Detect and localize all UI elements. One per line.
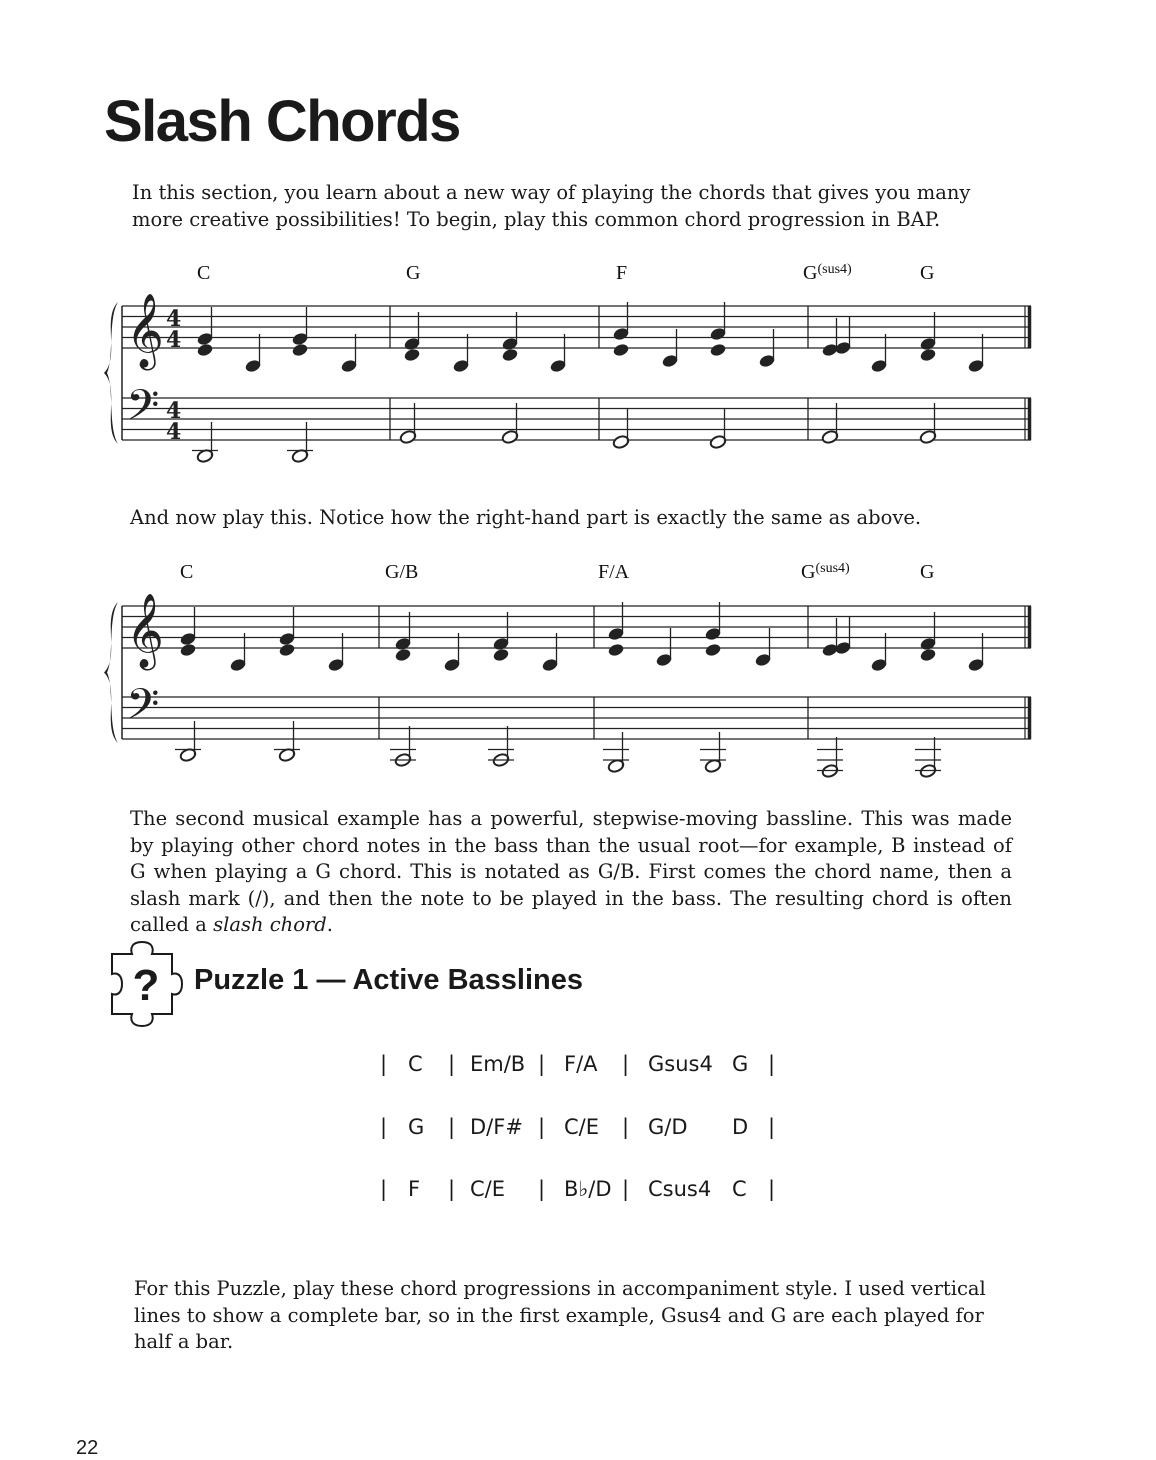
brace: [104, 302, 118, 444]
quarter-note: [291, 342, 309, 357]
bar-line: |: [448, 1115, 456, 1139]
bass-clef: 𝄢: [126, 680, 160, 740]
page-number: 22: [76, 1437, 99, 1459]
chord-symbol: G: [920, 561, 935, 583]
grand-staff-example-2: [104, 594, 1031, 779]
quarter-note: [196, 342, 214, 357]
bar-line: |: [380, 1177, 388, 1201]
explanation-paragraph: [130, 806, 1012, 939]
chord-symbol: C: [180, 561, 194, 583]
chord-root: G: [803, 262, 818, 284]
time-signature-bottom: 4: [166, 419, 182, 445]
bar-line: |: [448, 1177, 456, 1201]
quarter-note: [403, 347, 421, 362]
quarter-note: [607, 642, 625, 657]
bar-line: |: [768, 1052, 776, 1076]
bar-line: |: [380, 1052, 388, 1076]
quarter-note: [492, 647, 510, 662]
progression-chord: G: [732, 1052, 749, 1076]
progression-chord: Gsus4: [648, 1052, 713, 1076]
progression-chord: B♭/D: [564, 1177, 612, 1201]
explanation-text: The second musical example has a powerful, stepwise-moving bassline. This was made by playing other chord notes in the bass than the usual root—for example, B instead of G when playing a G chord. This is notated as G/B. First comes the chord name, then a slash mark (/), and then the note to be played in the bass. The resulting chord is often called a: [130, 807, 1012, 936]
intro-paragraph: In this section, you learn about a new way of playing the chords that gives you many more creative possibilities! To begin, play this common chord progression in BAP.: [132, 181, 971, 231]
chord-symbol: F/A: [598, 561, 630, 583]
progression-chord: C/E: [470, 1177, 506, 1201]
quarter-note: [612, 342, 630, 357]
chord-symbol: G: [920, 262, 935, 284]
progression-chord: Csus4: [648, 1177, 712, 1201]
progression-chord: F/A: [564, 1052, 598, 1076]
time-signature-top: 4: [166, 398, 182, 424]
treble-clef: 𝄞: [126, 594, 164, 668]
quarter-note: [394, 647, 412, 662]
bar-line: |: [622, 1115, 630, 1139]
progression-chord: F: [408, 1177, 421, 1201]
chord-suffix: (sus4): [817, 262, 852, 277]
progression-chord: Em/B: [470, 1052, 526, 1076]
quarter-note: [709, 342, 727, 357]
progression-chord: C: [408, 1052, 423, 1076]
time-signature-bottom: 4: [166, 327, 182, 353]
bar-line: |: [448, 1052, 456, 1076]
chord-symbol: C: [197, 262, 211, 284]
puzzle-icon-symbol: ?: [132, 961, 160, 1010]
bar-line: |: [768, 1177, 776, 1201]
transition-paragraph: And now play this. Notice how the right-hand part is exactly the same as above.: [130, 506, 922, 529]
chord-suffix: (sus4): [815, 561, 850, 576]
progression-chord: G: [408, 1115, 425, 1139]
puzzle-title: Puzzle 1 — Active Basslines: [194, 964, 583, 996]
progression-chord: C: [732, 1177, 747, 1201]
brace: [104, 602, 118, 743]
chord-symbol: G: [406, 262, 421, 284]
grand-staff-example-1: [104, 294, 1031, 464]
bar-line: |: [622, 1177, 630, 1201]
quarter-note: [919, 647, 937, 662]
quarter-note: [501, 347, 519, 362]
bar-line: |: [538, 1052, 546, 1076]
chord-root: G: [801, 561, 816, 583]
page-title: Slash Chords: [104, 89, 460, 154]
progression-chord: D: [732, 1115, 749, 1139]
bar-line: |: [538, 1115, 546, 1139]
progression-chord: C/E: [564, 1115, 600, 1139]
chord-symbol: F: [616, 262, 628, 284]
treble-clef: 𝄞: [126, 294, 164, 368]
quarter-note: [919, 347, 937, 362]
quarter-note: [278, 642, 296, 657]
bar-line: |: [622, 1052, 630, 1076]
puzzle-piece-icon: [106, 940, 184, 1028]
time-signature-top: 4: [166, 306, 182, 332]
progression-chord: D/F#: [470, 1115, 523, 1139]
closing-paragraph: For this Puzzle, play these chord progressions in accompaniment style. I used vertical lines to show a complete bar, so in the first example, Gsus4 and G are each played for half a bar.: [134, 1277, 986, 1353]
bar-line: |: [380, 1115, 388, 1139]
quarter-note: [179, 642, 197, 657]
progression-chord: G/D: [648, 1115, 688, 1139]
quarter-note: [704, 642, 722, 657]
bass-clef: 𝄢: [126, 381, 160, 441]
bar-line: |: [768, 1115, 776, 1139]
explanation-end: .: [326, 913, 333, 936]
chord-symbol: G/B: [385, 561, 419, 583]
bar-line: |: [538, 1177, 546, 1201]
slash-chord-term: slash chord: [213, 913, 327, 936]
